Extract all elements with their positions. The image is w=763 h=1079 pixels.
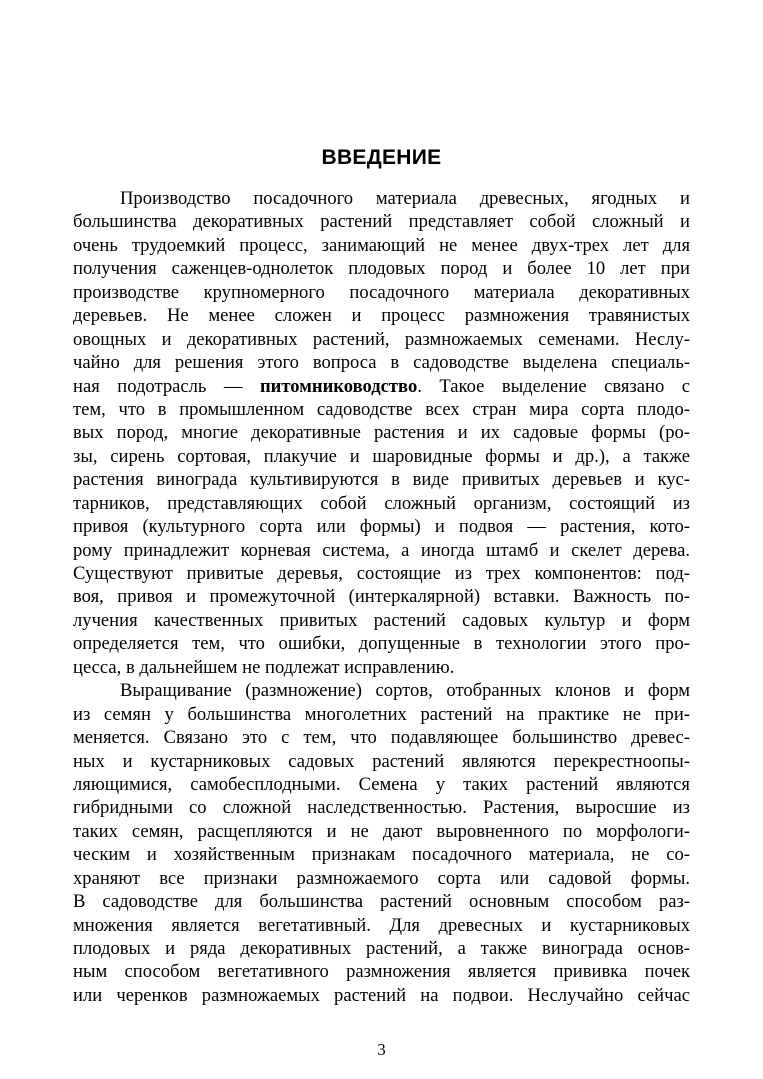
paragraph-2-line-2: из семян у большинства многолетних растений на практике не при- (73, 703, 690, 725)
paragraph-2-line-3: меняется. Связано это с тем, что подавляющее большинство древес- (73, 727, 690, 749)
body-text (73, 187, 690, 1007)
paragraph-2-line-14: или черенков размножаемых растений на подвои. Неслучайно сейчас (73, 984, 690, 1006)
paragraph-2-line-5: ляющимися, самобесплодными. Семена у таких растений являются (73, 773, 690, 795)
paragraph-1-line-1: Производство посадочного материала древесных, ягодных и (120, 188, 690, 209)
paragraph-2-line-10: В садоводстве для большинства растений основным способом раз- (73, 891, 690, 913)
paragraph-1-line-15: привоя (культурного сорта или формы) и подвоя — растения, кото- (73, 516, 690, 538)
paragraph-2-line-9: храняют все признаки размножаемого сорта или садовой формы. (73, 867, 690, 889)
paragraph-1-line-19: лучения качественных привитых растений садовых культур и форм (73, 609, 690, 631)
paragraph-1-line-10: тем, что в промышленном садоводстве всех стран мира сорта плодо- (73, 398, 690, 420)
paragraph-1-line-6: деревьев. Не менее сложен и процесс размножения травянистых (73, 305, 690, 327)
paragraph-1-line-20: определяется тем, что ошибки, допущенные в технологии этого про- (73, 633, 690, 655)
paragraph-1-line-21: цесса, в дальнейшем не подлежат исправлению. (73, 656, 455, 678)
paragraph-1-line-17: Существуют привитые деревья, состоящие из трех компонентов: под- (73, 563, 690, 584)
paragraph-1-line-16: рому принадлежит корневая система, а иногда штамб и скелет дерева. (73, 539, 690, 561)
paragraph-1-line-5: производстве крупномерного посадочного материала декоративных (73, 281, 690, 303)
chapter-heading: ВВЕДЕНИЕ (321, 146, 442, 169)
paragraph-1-line-7: овощных и декоративных растений, размножаемых семенами. Неслу- (73, 328, 690, 350)
paragraph-2-line-6: гибридными со сложной наследственностью. Растения, выросшие из (73, 797, 690, 819)
paragraph-1-line-13: растения винограда культивируются в виде привитых деревьев и кус- (73, 469, 690, 491)
term-nursery-science: питомниководство (259, 375, 418, 397)
page-number: 3 (377, 1040, 386, 1059)
paragraph-1-line-8: чайно для решения этого вопроса в садоводстве выделена специаль- (73, 352, 690, 374)
paragraph-1-line-12: зы, сирень сортовая, плакучие и шаровидные формы и др.), а также (73, 445, 690, 467)
paragraph-2-line-11: множения является вегетативный. Для древесных и кустарниковых (73, 914, 690, 936)
paragraph-2-line-8: ческим и хозяйственным признакам посадочного материала, не со- (73, 844, 690, 866)
line-9-after-term: . Такое выделение связано с (417, 375, 690, 397)
paragraph-1-line-3: очень трудоемкий процесс, занимающий не менее двух-трех лет для (73, 234, 690, 256)
line-9-before-term: ная подотрасль — (73, 375, 260, 397)
paragraph-1-line-14: тарников, представляющих собой сложный организм, состоящий из (73, 492, 690, 514)
paragraph-1-line-2: большинства декоративных растений представляет собой сложный и (73, 211, 690, 233)
paragraph-1-line-4: получения саженцев-однолеток плодовых пород и более 10 лет при (73, 258, 690, 280)
paragraph-2-line-1: Выращивание (размножение) сортов, отобранных клонов и форм (120, 680, 690, 702)
paragraph-1-line-18: воя, привоя и промежуточной (интеркалярной) вставки. Важность по- (73, 586, 690, 608)
paragraph-2-line-4: ных и кустарниковых садовых растений являются перекрестноопы- (73, 750, 690, 772)
paragraph-1-line-11: вых пород, многие декоративные растения и их садовые формы (ро- (73, 422, 690, 444)
paragraph-2-line-12: плодовых и ряда декоративных растений, а также винограда основ- (73, 938, 690, 959)
paragraph-1-line-9 (73, 375, 690, 398)
paragraph-2-line-7: таких семян, расщепляются и не дают выровненного по морфологи- (73, 820, 690, 842)
paragraph-2-line-13: ным способом вегетативного размножения является прививка почек (73, 961, 690, 983)
